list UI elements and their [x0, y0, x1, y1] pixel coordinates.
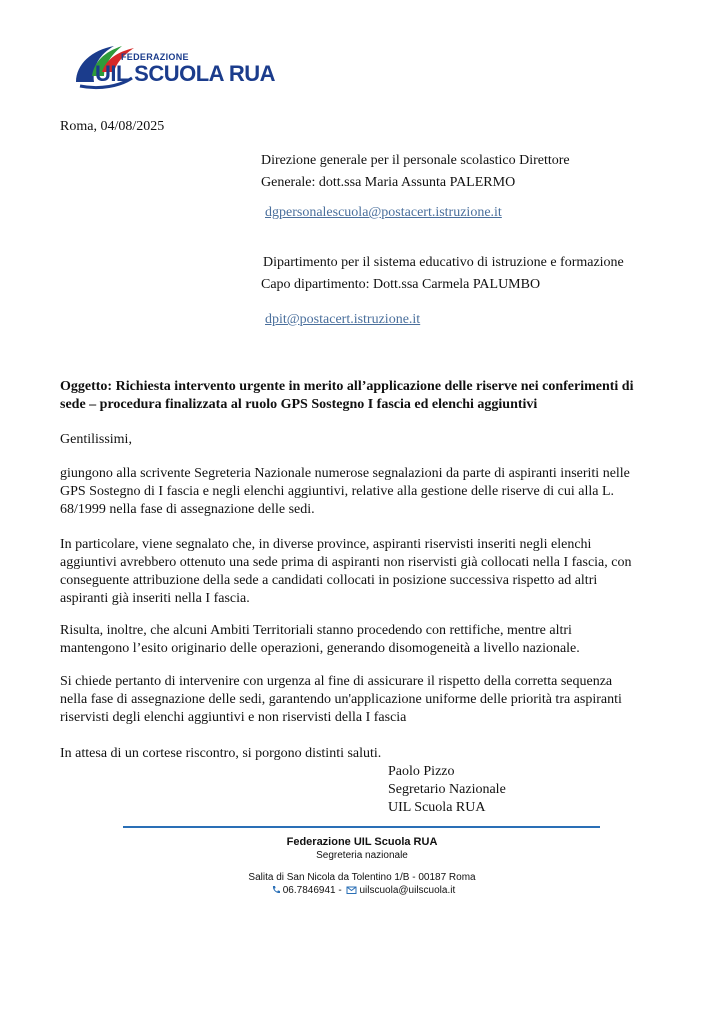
paragraph-line: 68/1999 nella fase di assegnazione delle sedi. [60, 502, 315, 517]
footer-divider [123, 826, 600, 828]
date-line: Roma, 04/08/2025 [60, 119, 165, 134]
greeting: Gentilissimi, [60, 432, 132, 447]
paragraph-line: aspiranti già inseriti nella I fascia. [60, 591, 250, 606]
paragraph-line: Si chiede pertanto di intervenire con urgenza al fine di assicurare il rispetto della corretta sequenza [60, 674, 613, 689]
paragraph-2 [60, 536, 670, 608]
paragraph-line: GPS Sostegno di I fascia e negli elenchi aggiuntivi, relative alla gestione delle riserve di cui alla L. [60, 484, 614, 499]
phone-icon [271, 885, 281, 895]
footer-email-link[interactable]: uilscuola@uilscuola.it [359, 885, 456, 896]
footer-subtitle: Segreteria nazionale [316, 850, 408, 861]
recipient-1-email-link[interactable]: dgpersonalescuola@postacert.istruzione.it [265, 205, 502, 220]
footer-contact [0, 885, 724, 896]
paragraph-4 [60, 673, 670, 727]
footer-phone: 06.7846941 [282, 885, 336, 896]
recipient-2-email-link[interactable]: dpit@postacert.istruzione.it [265, 312, 421, 327]
recipient-1-line1: Direzione generale per il personale scolastico Direttore [261, 153, 570, 168]
subject-line-1: Oggetto: Richiesta intervento urgente in merito all’applicazione delle riserve nei conferimenti di [60, 379, 634, 394]
signature-name: Paolo Pizzo [388, 764, 455, 779]
footer-title: Federazione UIL Scuola RUA [286, 836, 438, 848]
footer-address: Salita di San Nicola da Tolentino 1/B - 00187 Roma [248, 872, 476, 883]
signature-role: Segretario Nazionale [388, 782, 506, 797]
paragraph-line: aggiuntivi avrebbero ottenuto una sede prima di aspiranti non riservisti già collocati nella I fascia, con [60, 555, 632, 570]
subject-line-2: sede – procedura finalizzata al ruolo GPS Sostegno I fascia ed elenchi aggiuntivi [60, 397, 538, 412]
paragraph-line: Risulta, inoltre, che alcuni Ambiti Territoriali stanno procedendo con rettifiche, mentre altri [60, 623, 572, 638]
paragraph-line: nella fase di assegnazione delle sedi, garantendo un'applicazione uniforme delle priorità tra aspiranti [60, 692, 622, 707]
paragraph-line: giungono alla scrivente Segreteria Nazionale numerose segnalazioni da parte di aspiranti inseriti nelle [60, 466, 630, 481]
paragraph-line: conseguente attribuzione della sede a candidati collocati in posizione successiva rispetto ad altri [60, 573, 598, 588]
footer-separator: - [338, 885, 342, 896]
recipient-1-line2: Generale: dott.ssa Maria Assunta PALERMO [261, 175, 516, 190]
paragraph-line: In particolare, viene segnalato che, in diverse province, aspiranti riservisti inseriti negli elenchi [60, 537, 592, 552]
logo-main-text: UIL SCUOLA RUA [95, 61, 275, 86]
closing-line: In attesa di un cortese riscontro, si porgono distinti saluti. [60, 746, 382, 761]
recipient-2-line2: Capo dipartimento: Dott.ssa Carmela PALUMBO [261, 277, 541, 292]
signature-org: UIL Scuola RUA [388, 800, 486, 815]
logo-federazione-text: FEDERAZIONE [121, 52, 189, 62]
paragraph-3 [60, 622, 670, 658]
paragraph-line: riservisti degli elenchi aggiuntivi e non riservisti della I fascia [60, 710, 407, 725]
paragraph-1 [60, 465, 670, 519]
recipient-2-line1: Dipartimento per il sistema educativo di istruzione e formazione [263, 255, 624, 270]
envelope-icon [346, 885, 357, 895]
paragraph-line: mantengono l’esito originario delle operazioni, generando disomogeneità a livello nazionale. [60, 641, 580, 656]
